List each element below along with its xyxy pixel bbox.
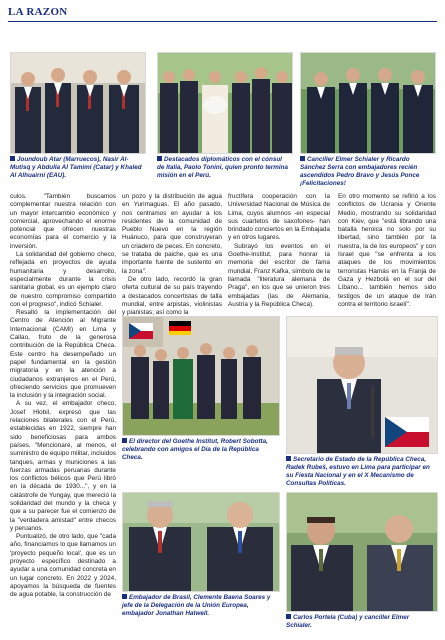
caption-photo-4 [122,438,278,462]
caption-text: El director del Goethe Institut, Robert Sobotta, celebrando con amigos el Día de la República Checa. [122,438,268,461]
photo-embajador-brasil-ue [122,492,280,592]
article-column-1 [10,193,116,600]
caption-text: Carlos Portela (Cuba) y canciller Elmer Schialer. [286,614,410,629]
caption-photo-3 [300,156,436,188]
caption-bullet [122,594,127,599]
caption-text: Destacados diplomáticos con el cónsul de Italia, Paolo Tonini, quien pronto termina misión en el Perú. [157,156,288,179]
caption-photo-7 [286,614,436,630]
paragraph: Resaltó la implementación del Centro de Atención al Migrante Internacional (CAMI) en Lima y Callao, fruto de la generosa contribución de la República Checa. Este centro ha desempeñado un papel fundamental en la gestión migratoria y en la atención a ciudadanos extranjeros en el Perú, ofreciendo servicios que promueven la inclusión y la integración social. [10,309,116,400]
article-column-4 [338,193,436,309]
caption-text: Embajador de Brasil, Clemente Baena Soares y jefe de la Delegación de la Unión Europea, embajador Jonathan Hatwell. [122,594,271,617]
caption-bullet [300,156,305,161]
caption-photo-1 [10,156,146,180]
masthead: LA RAZON [8,6,68,18]
paragraph: Puntualizó, de otro lado, que "cada año, financiamos lo que llamamos un 'proyecto pequeño local', que es un proyecto específico destinado a ayudar a una comunidad concreta en un lugar concreto. En 2022 y 2024, apoyamos la búsqueda de fuentes de agua potable, la construcción de [10,533,116,599]
caption-bullet [122,438,127,443]
caption-text: Joundoub Atar (Marruecos), Nasir Al-Mutisq y Abdulla Al Tamimi (Catar) y Khaled Al Alhuairni (EAU). [10,156,142,179]
paragraph: culos. "También buscamos complementar nuestra relación con un mayor intercambio económico y comercial, aprovechando el enorme potencial que ofrecen nuestras economías para el comercio y la inversión. [10,193,116,250]
caption-bullet [286,614,291,619]
photo-secretario-estado [286,316,438,454]
photo-cuba-canciller [286,492,438,612]
paragraph: De otro lado, recordó la gran oferta cultural de su país trayendo a destacados concertistas de talla mundial, entre arpistas, violinistas y pianistas; así como la [122,275,222,317]
caption-text: Secretario de Estado de la República Checa, Radek Rubeš, estuvo en Lima para participar en su Fiesta Nacional y en el X Mecanismo de Consultas Políticas. [286,456,430,487]
paragraph: un pozo y la distribución de agua en Yurimaguas. El año pasado, nos centramos en ayudar a los residentes de la comunidad de Pueblo Nuevo en la región Huánuco, para que construyeran un criadero de peces. En concreto, se trataba de paiche, que es una importante fuente de sustento en la zona". [122,193,222,275]
paragraph: En otro momento se refirió a los conflictos de Ucrania y Oriente Medio, mostrando su solidaridad con Kiev, que "está librando una batalla heroica no solo por su libertad, sino también por la nuestra, la de los europeos" y con Israel que "se enfrenta a los ataques de los movimientos terroristas Hamás en la Franja de Gaza y Hezbolá en el sur del Líbano... también hemos sido testigos de un ataque de Irán contra el territorio israelí". [338,193,436,308]
caption-bullet [157,156,162,161]
caption-photo-5 [286,456,436,488]
paragraph: La solidaridad del gobierno checo, reflejada en proyectos de ayuda humanitaria y desarrollo, especialmente durante la crisis sanitaria global, es un ejemplo claro de nuestro compromiso compartido con el progreso", indicó Schialer. [10,251,116,308]
photo-goethe-institut [122,316,280,436]
caption-photo-2 [157,156,291,180]
photo-canciller-embajadores [300,52,436,154]
article-column-3 [228,193,330,309]
masthead-rule [8,21,437,22]
photo-ambassadors-arab [10,52,146,154]
paragraph: fructífera cooperación con la Universidad Nacional de Música de Lima, cuyos alumnos -en especial sus cuartetos de saxofones- han brindado conciertos en la Embajada y en otros lugares. [228,193,330,242]
caption-text: Canciller Elmer Schialer y Ricardo Sánchez Serra con embajadores recién ascendidos Pedro Bravo y Jesús Ponce ¡Felicitaciones! [300,156,420,187]
photo-diplomats-italy [157,52,293,154]
paragraph: Subrayó los eventos en el Goethe-Institut, para honrar la memoria del escritor de fama mundial, Franz Kafka, símbolo de la llamada "literatura alemana de Praga", en los que se unieron tres embajadas (las de Alemania, Austria y la República Checa). [228,242,330,308]
caption-photo-6 [122,594,278,618]
caption-bullet [10,156,15,161]
article-column-2 [122,193,222,317]
caption-bullet [286,456,291,461]
paragraph: A su vez, el embajador checo, Josef Hlobil, expresó que las relaciones bilaterales con el Perú, establecidas en 1922, siempre han sido beneficiosas para ambos países. "Mencionaré, al menos, el suministro de equipo militar, incluidos tanques, armas y municiones a las fuerzas armadas peruanas durante los conflictos bélicos que Perú libró en la década de 1930...", y en la catástrofe de Yungay, que mereció la solidaridad del mundo y la checa y que a su parecer fue el comienzo de la "verdadera amistad" entre checos y peruanos. [10,400,116,532]
